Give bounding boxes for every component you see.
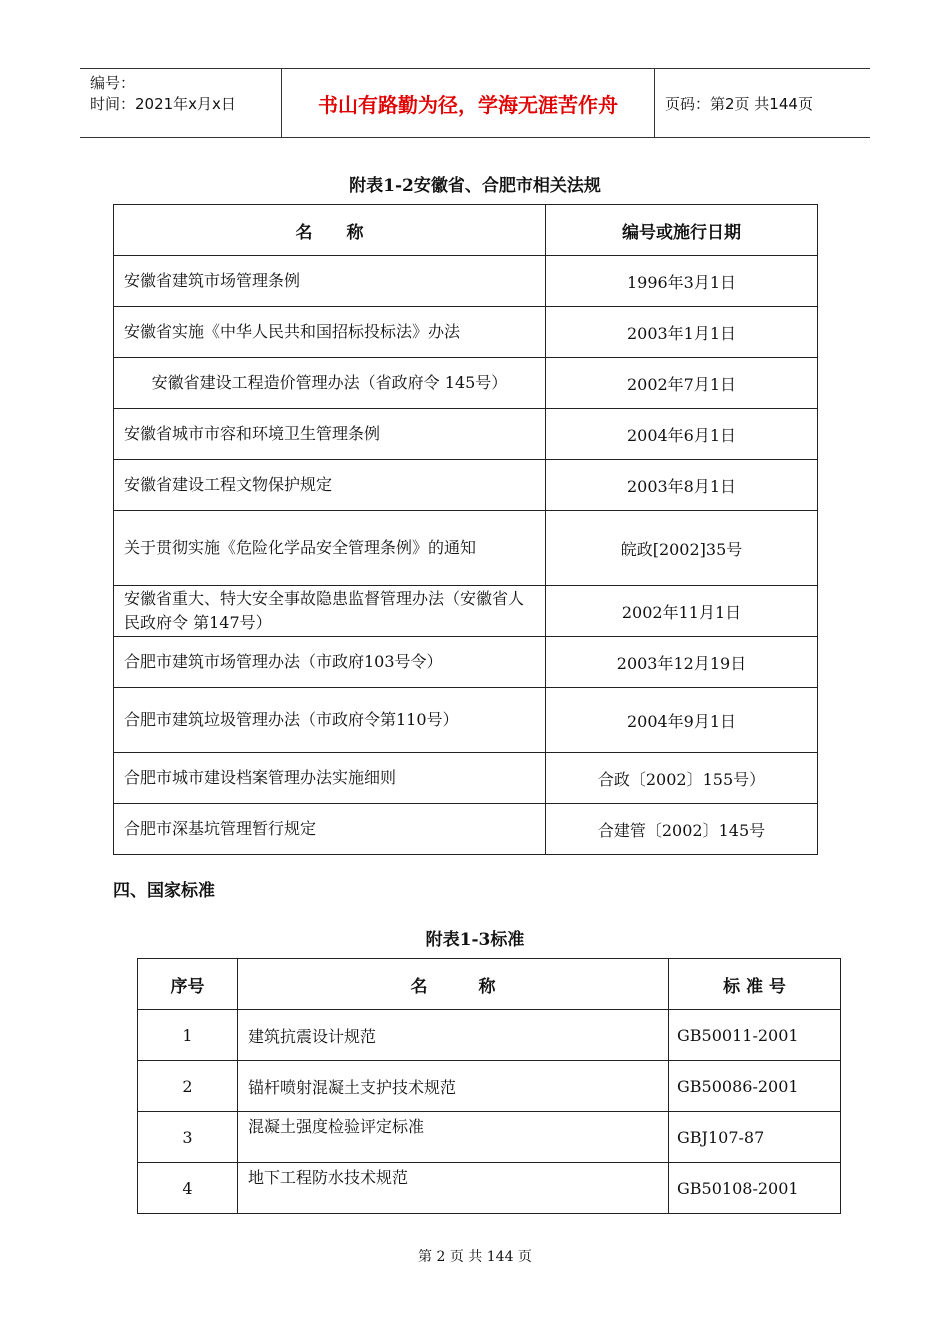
header-motto: 书山有路勤为径，学海无涯苦作舟 <box>282 69 655 137</box>
row-name: 混凝土强度检验评定标准 <box>238 1112 669 1163</box>
row-value: 皖政[2002]35号 <box>546 511 818 586</box>
row-name: 合肥市深基坑管理暂行规定 <box>114 804 546 855</box>
table-row <box>138 1112 841 1163</box>
column-header-name: 名 称 <box>238 959 669 1010</box>
row-name: 合肥市城市建设档案管理办法实施细则 <box>114 753 546 804</box>
header-page-info: 页码：第2页 共144页 <box>665 94 813 113</box>
table-row <box>114 409 818 460</box>
row-value: 2003年8月1日 <box>546 460 818 511</box>
column-header-name: 名 称 <box>114 205 546 256</box>
row-name: 建筑抗震设计规范 <box>238 1010 669 1061</box>
row-index: 2 <box>138 1061 238 1112</box>
table-row <box>114 586 818 637</box>
section-heading: 四、国家标准 <box>113 881 215 901</box>
row-index: 3 <box>138 1112 238 1163</box>
row-index: 4 <box>138 1163 238 1214</box>
column-header-code: 标 准 号 <box>669 959 841 1010</box>
table-row <box>114 307 818 358</box>
row-name: 合肥市建筑市场管理办法（市政府103号令） <box>114 637 546 688</box>
table-row <box>114 358 818 409</box>
table-row <box>138 1061 841 1112</box>
row-code: GB50086-2001 <box>669 1061 841 1112</box>
row-name: 锚杆喷射混凝土支护技术规范 <box>238 1061 669 1112</box>
table-header-row <box>138 959 841 1010</box>
row-code: GBJ107-87 <box>669 1112 841 1163</box>
table-row <box>114 637 818 688</box>
row-name: 安徽省建设工程造价管理办法（省政府令 145号） <box>114 358 546 409</box>
table1-title: 附表1-2安徽省、合肥市相关法规 <box>349 176 601 196</box>
row-value: 2003年12月19日 <box>546 637 818 688</box>
table-row <box>114 804 818 855</box>
row-name: 安徽省建设工程文物保护规定 <box>114 460 546 511</box>
page-header <box>80 68 870 138</box>
row-value: 2004年6月1日 <box>546 409 818 460</box>
time-label: 时间：2021年x月x日 <box>90 95 236 113</box>
row-value: 合建管〔2002〕145号 <box>546 804 818 855</box>
page-footer: 第 2 页 共 144 页 <box>418 1249 532 1265</box>
table-row <box>138 1010 841 1061</box>
row-value: 1996年3月1日 <box>546 256 818 307</box>
row-code: GB50108-2001 <box>669 1163 841 1214</box>
row-name: 安徽省重大、特大安全事故隐患监督管理办法（安徽省人民政府令 第147号） <box>114 586 546 637</box>
regulations-table <box>113 204 818 855</box>
number-label: 编号： <box>90 74 136 92</box>
table-row <box>114 753 818 804</box>
row-name: 合肥市建筑垃圾管理办法（市政府令第110号） <box>114 688 546 753</box>
row-name: 安徽省城市市容和环境卫生管理条例 <box>114 409 546 460</box>
table-row <box>114 256 818 307</box>
header-meta-cell <box>80 69 282 137</box>
row-name: 安徽省实施《中华人民共和国招标投标法》办法 <box>114 307 546 358</box>
table2-title: 附表1-3标准 <box>425 930 525 950</box>
standards-table <box>137 958 841 1214</box>
row-name: 地下工程防水技术规范 <box>238 1163 669 1214</box>
table-row <box>138 1163 841 1214</box>
table-row <box>114 688 818 753</box>
table-header-row <box>114 205 818 256</box>
row-value: 合政〔2002〕155号） <box>546 753 818 804</box>
column-header-index: 序号 <box>138 959 238 1010</box>
row-value: 2002年7月1日 <box>546 358 818 409</box>
column-header-date: 编号或施行日期 <box>546 205 818 256</box>
row-code: GB50011-2001 <box>669 1010 841 1061</box>
row-name: 安徽省建筑市场管理条例 <box>114 256 546 307</box>
row-value: 2004年9月1日 <box>546 688 818 753</box>
row-value: 2002年11月1日 <box>546 586 818 637</box>
table-row <box>114 460 818 511</box>
row-name: 关于贯彻实施《危险化学品安全管理条例》的通知 <box>114 511 546 586</box>
row-index: 1 <box>138 1010 238 1061</box>
table-row <box>114 511 818 586</box>
row-value: 2003年1月1日 <box>546 307 818 358</box>
